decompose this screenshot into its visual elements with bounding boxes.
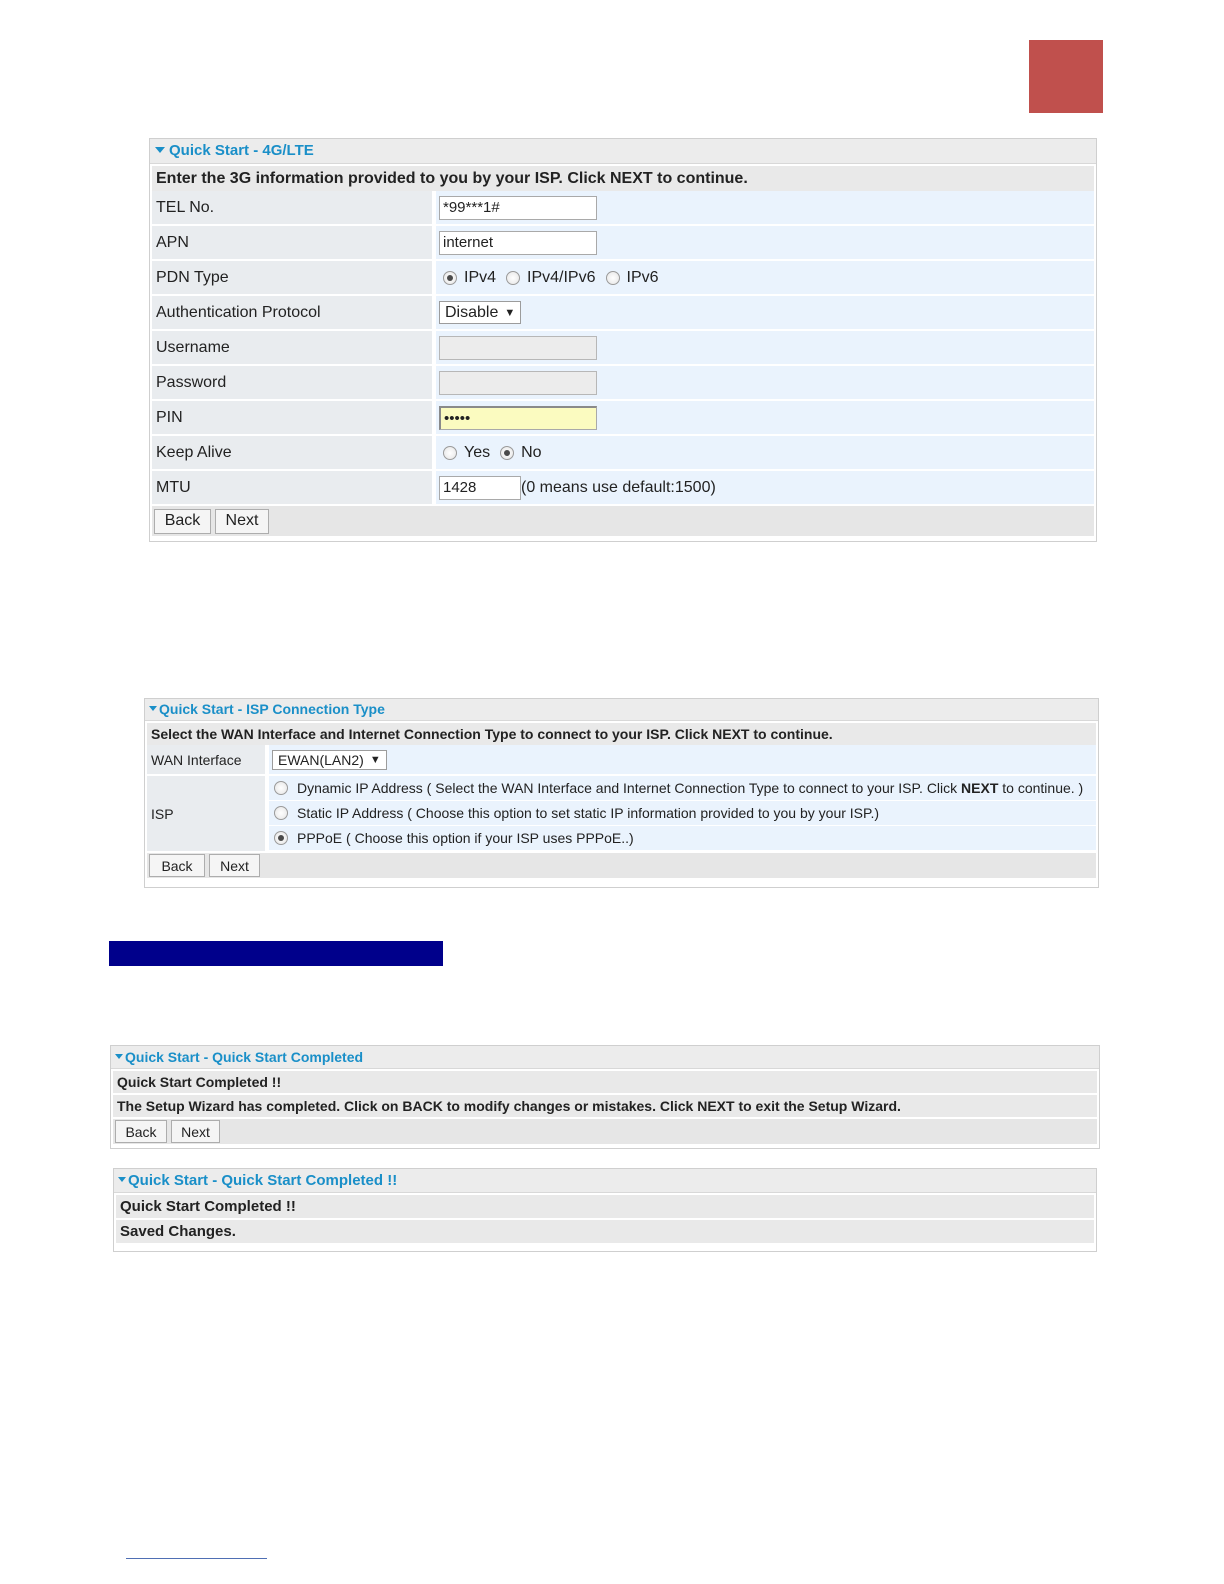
radio-static-ip[interactable] [274,806,288,820]
setup-message-row [113,1095,1097,1117]
dropdown-arrow-icon: ▼ [369,753,381,766]
select-value: EWAN(LAN2) [278,751,364,768]
back-button[interactable]: Back [115,1120,167,1143]
pdn-type-label: PDN Type [152,261,432,294]
instruction-row [152,166,1094,191]
corner-color-block [1029,40,1103,113]
pdn-option-label: IPv4/IPv6 [527,268,596,286]
footer-underline [126,1558,267,1559]
pin-input[interactable] [439,406,597,430]
password-input[interactable] [439,371,597,395]
form-row-auth [152,296,1094,329]
panel-header[interactable] [111,1046,1099,1069]
isp-option-pppoe[interactable] [269,826,1096,850]
button-row [113,1119,1097,1144]
collapse-triangle-icon[interactable] [155,147,165,153]
instruction-row [147,723,1096,745]
radio-ipv4-ipv6[interactable] [506,271,520,285]
keep-alive-option-label: No [521,443,542,461]
username-input[interactable] [439,336,597,360]
wan-interface-select[interactable] [272,750,387,770]
collapse-triangle-icon[interactable] [149,706,157,711]
option-name: Static IP Address [297,805,404,821]
option-description: ( Choose this option to set static IP information provided to you by your ISP.) [403,805,880,821]
mtu-label: MTU [152,471,432,504]
option-name: Dynamic IP Address [297,780,423,796]
panel-title: Quick Start - Quick Start Completed !! [128,1172,398,1189]
panel-header[interactable] [150,139,1096,164]
auth-protocol-select[interactable] [439,301,521,324]
next-button[interactable]: Next [215,509,269,534]
radio-ipv4[interactable] [443,271,457,285]
completed-row [116,1195,1094,1218]
completed-text: Quick Start Completed !! [117,1074,282,1090]
completed-row [113,1071,1097,1093]
pdn-option-ipv4-ipv6[interactable] [506,269,595,287]
collapse-triangle-icon[interactable] [115,1054,123,1059]
keep-alive-label: Keep Alive [152,436,432,469]
option-description-bold: NEXT [961,780,999,796]
back-button[interactable]: Back [154,509,211,534]
option-description: to continue. ) [998,780,1084,796]
collapse-triangle-icon[interactable] [118,1177,126,1182]
form-row-tel [152,191,1094,224]
back-button[interactable]: Back [149,854,205,877]
tel-number-input[interactable] [439,196,597,220]
mtu-hint: (0 means use default:1500) [521,478,716,496]
panel-4g-lte [149,138,1097,542]
isp-option-dynamic[interactable] [269,776,1096,800]
pin-label: PIN [152,401,432,434]
instruction-text: Enter the 3G information provided to you by your ISP. Click NEXT to continue. [156,169,748,187]
panel-title: Quick Start - ISP Connection Type [159,701,385,717]
option-description: ( Select the WAN Interface and Internet Connection Type to connect to your ISP. Click [422,780,962,796]
wan-interface-label: WAN Interface [147,745,265,774]
radio-ipv6[interactable] [606,271,620,285]
isp-options [269,776,1096,851]
form-row-wan [147,745,1096,774]
apn-input[interactable] [439,231,597,255]
form-row-password [152,366,1094,399]
password-label: Password [152,366,432,399]
instruction-text: Select the WAN Interface and Internet Connection Type to connect to your ISP. Click NEXT to continue. [151,726,833,742]
saved-changes-row [116,1220,1094,1243]
radio-keep-alive-yes[interactable] [443,446,457,460]
form-row-username [152,331,1094,364]
form-row-keepalive [152,436,1094,469]
keep-alive-option-no[interactable] [500,444,541,462]
pdn-option-ipv4[interactable] [443,269,496,287]
isp-label: ISP [147,776,265,851]
keep-alive-option-yes[interactable] [443,444,490,462]
panel-title: Quick Start - Quick Start Completed [125,1049,364,1065]
pdn-option-label: IPv4 [464,268,497,286]
next-button[interactable]: Next [171,1120,220,1143]
radio-dynamic-ip[interactable] [274,781,288,795]
form-row-pdn [152,261,1094,294]
panel-quick-start-saved [113,1168,1097,1252]
panel-title: Quick Start - 4G/LTE [169,142,314,159]
pdn-option-ipv6[interactable] [606,269,659,287]
next-button[interactable]: Next [209,854,260,877]
select-value: Disable [445,303,499,321]
option-name: PPPoE [297,830,343,846]
panel-header[interactable] [145,699,1098,721]
option-description: ( Choose this option if your ISP uses PPPoE..) [342,830,634,846]
button-row [147,853,1096,878]
panel-isp-connection-type [144,698,1099,888]
saved-changes-text: Saved Changes. [120,1223,236,1240]
setup-message-text: The Setup Wizard has completed. Click on BACK to modify changes or mistakes. Click NEXT to exit the Setup Wizard. [117,1098,901,1114]
panel-header[interactable] [114,1169,1096,1193]
button-row [152,506,1094,536]
form-row-pin [152,401,1094,434]
form-row-apn [152,226,1094,259]
radio-pppoe[interactable] [274,831,288,845]
auth-protocol-label: Authentication Protocol [152,296,432,329]
form-row-mtu [152,471,1094,504]
apn-label: APN [152,226,432,259]
isp-option-static[interactable] [269,801,1096,825]
completed-text: Quick Start Completed !! [120,1198,296,1215]
keep-alive-option-label: Yes [464,443,491,461]
username-label: Username [152,331,432,364]
radio-keep-alive-no[interactable] [500,446,514,460]
pdn-option-label: IPv6 [626,268,659,286]
form-row-isp [147,776,1096,851]
tel-label: TEL No. [152,191,432,224]
section-heading-bar [109,941,443,966]
dropdown-arrow-icon: ▼ [504,306,516,319]
panel-quick-start-completed [110,1045,1100,1149]
mtu-input[interactable] [439,476,521,500]
